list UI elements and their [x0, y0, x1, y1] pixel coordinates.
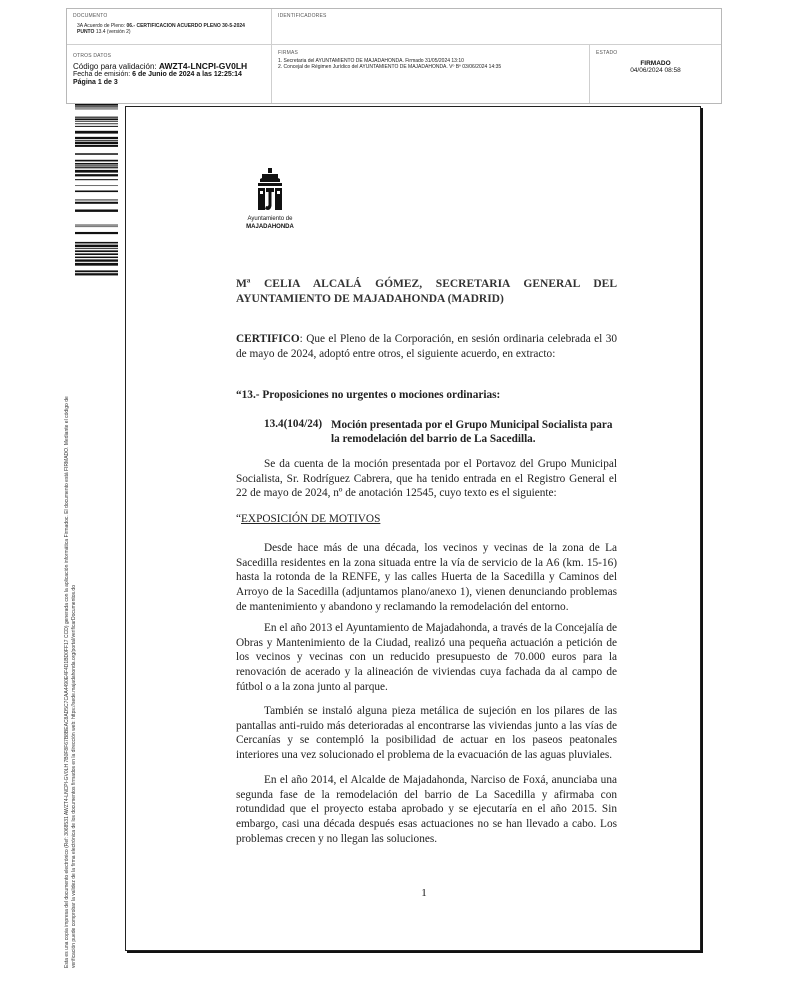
documento-cell [67, 9, 272, 45]
page-title: Mª CELIA ALCALÁ GÓMEZ, SECRETARIA GENERAL DEL AYUNTAMIENTO DE MAJADAHONDA (MADRID) [236, 278, 617, 305]
estado-label: ESTADO [596, 50, 618, 56]
pagina-label: Página 1 de 3 [73, 79, 118, 86]
documento-label: DOCUMENTO [73, 13, 108, 19]
identificadores-cell [272, 9, 721, 45]
page-number: 1 [421, 887, 427, 899]
paragraph-2: En el año 2013 el Ayuntamiento de Majadahonda, a través de la Concejalía de Obras y Mantenimiento de la Ciudad, realizó una pequeña actuación a petición de los vecinos y vecinas con un reducido presupuesto de 70.000 euros para la renovación de acerado y la alineación de viviendas cuya fachada da al campo de fútbol o a la zona junto al parque. [236, 622, 617, 693]
firmas-cell [272, 45, 590, 103]
certifico-text: : Que el Pleno de la Corporación, en sesión ordinaria celebrada el 30 de mayo de 2024, adoptó entre otros, el siguiente acuerdo, en extracto: [236, 333, 617, 360]
estado-cell [590, 45, 721, 103]
barcode-image [75, 104, 118, 276]
certifico-paragraph [236, 332, 617, 361]
intro-paragraph: Se da cuenta de la moción presentada por el Portavoz del Grupo Municipal Socialista, Sr. Rodríguez Cabrera, que ha tenido entrada en el Registro General el 22 de mayo de 2024, nº de anotación 12545, cuyo texto es el siguiente: [236, 458, 617, 500]
logo-text-ayuntamiento: Ayuntamiento de [247, 216, 293, 222]
point-title: Moción presentada por el Grupo Municipal Socialista para la remodelación del barrio de La Sacedilla. [331, 419, 613, 445]
identificadores-label: IDENTIFICADORES [278, 13, 327, 19]
coat-of-arms-icon [256, 168, 284, 214]
firma-1: 1. Secretaria del AYUNTAMIENTO DE MAJADAHONDA. Firmado 31/05/2024 13:10 [278, 58, 464, 64]
firmas-label: FIRMAS [278, 50, 299, 56]
side-text-line2: verificación puede comprobar la validez de la firma electrónica de los documentos firmados en la dirección web: https://sede.majadahonda.org/portal/verificarDocumentos.do [71, 585, 77, 968]
section-heading: “13.- Proposiciones no urgentes o mociones ordinarias: [236, 389, 501, 401]
paragraph-3: También se instaló alguna pieza metálica de sujeción en los pilares de las pantallas anti-ruido más deterioradas al encontrarse las viviendas junto a las vías de Cercanías y se contempló la posibilidad de actuar en los paseos peatonales interiores una vez solucionado el problema de la evacuación de las aguas pluviales. [236, 705, 617, 762]
documento-line2: 13.4 (versión 2) [95, 29, 131, 35]
side-text-line1: Esta es una copia impresa del documento electrónico (Ref: 3068531 AWZT4-LNCPI-GV0LH 7B0F8F67B8BEAC8AD5C7CAA4490E4F4D1BD0FF17 CCD) generada con la aplicación informática Firmadoc. El documento está FIRMADO. Mediante el código de [64, 396, 70, 968]
logo-text-majadahonda: MAJADAHONDA [246, 224, 294, 230]
otros-datos-label: OTROS DATOS [73, 53, 112, 59]
firma-2: 2. Concejal de Régimen Jurídico del AYUNTAMIENTO DE MAJADAHONDA. Vº Bº 03/06/2024 14:35 [278, 64, 502, 70]
exposicion-heading [236, 512, 617, 527]
estado-value: FIRMADO [640, 60, 671, 67]
estado-date: 04/06/2024 08:58 [630, 67, 681, 74]
documento-line1-title: 06.- CERTIFICACION ACUERDO PLENO 30-5-2024 [126, 23, 245, 29]
documento-line2-bold: PUNTO [77, 29, 95, 35]
ayuntamiento-logo [238, 168, 300, 236]
exposicion-title: EXPOSICIÓN DE MOTIVOS [241, 513, 381, 525]
fecha-prefix: Fecha de emisión: [73, 71, 131, 78]
certifico-label: CERTIFICO [236, 333, 300, 345]
document-header [66, 8, 722, 104]
fecha-emision: 6 de Junio de 2024 a las 12:25:14 [132, 71, 242, 78]
codigo-prefix: Código para validación: [73, 62, 157, 71]
paragraph-4: En el año 2014, el Alcalde de Majadahonda, Narciso de Foxá, anunciaba una segunda fase de la remodelación del barrio de La Sacedilla y afirmaba con rotundidad que el proyecto estaba aprobado y se ejecutaría en el año 2015. Sin embargo, casi una década después esas actuaciones no se han llevado a cabo. Los problemas crecen y no llegan las soluciones. [236, 774, 617, 845]
side-verification-text [64, 298, 78, 968]
codigo-validacion[interactable]: AWZT4-LNCPI-GV0LH [158, 61, 248, 71]
exposicion-quote: “ [236, 513, 242, 525]
otros-datos-cell [67, 45, 272, 103]
documento-line1-prefix: 3A Acuerdo de Pleno: [77, 23, 126, 29]
paragraph-1: Desde hace más de una década, los vecinos y vecinas de la zona de La Sacedilla residentes en la zona situada entre la vía de servicio de la A6 (km. 15-16) hasta la rotonda de la RENFE, y las calles Huerta de la Sacedilla y Caminos del Arroyo de la Sacedilla (adjuntamos plano/anexo 1), vienen denunciando problemas de mantenimiento y abandono y reclamando la remodelación del entorno. [236, 542, 617, 613]
point-number: 13.4(104/24) [264, 418, 323, 430]
